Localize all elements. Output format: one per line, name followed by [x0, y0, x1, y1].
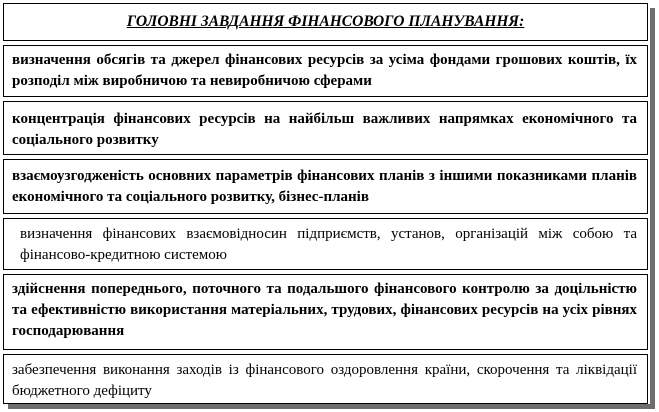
task-text: взаємоузгодженість основних параметрів фінансових планів з іншими показниками планів економічного та соціального розвитку, бізнес-планів [12, 168, 637, 205]
task-item-1 [3, 45, 648, 97]
task-item-5 [3, 274, 648, 350]
task-text: визначення обсягів та джерел фінансових ресурсів за усіма фондами грошових коштів, їх розподіл між виробничою та невиробничою сферами [12, 52, 637, 89]
panel-title: ГОЛОВНІ ЗАВДАННЯ ФІНАНСОВОГО ПЛАНУВАННЯ: [3, 3, 648, 41]
task-text: концентрація фінансових ресурсів на найбільш важливих напрямках економічного та соціального розвитку [12, 111, 637, 148]
task-item-3 [3, 159, 648, 214]
task-text: забезпечення виконання заходів із фінансового оздоровлення країни, скорочення та ліквідації бюджетного дефіциту [12, 362, 637, 399]
tasks-panel [3, 3, 650, 404]
task-item-6 [3, 354, 648, 404]
task-item-2 [3, 101, 648, 155]
task-text: визначення фінансових взаємовідносин підприємств, установ, організацій між собою та фінансово-кредитною системою [20, 226, 637, 263]
task-text: здійснення попереднього, поточного та подальшого фінансового контролю за доцільністю та ефективністю використання матеріальних, трудових, фінансових ресурсів на усіх рівнях господарювання [12, 281, 637, 339]
task-item-4 [3, 218, 648, 270]
